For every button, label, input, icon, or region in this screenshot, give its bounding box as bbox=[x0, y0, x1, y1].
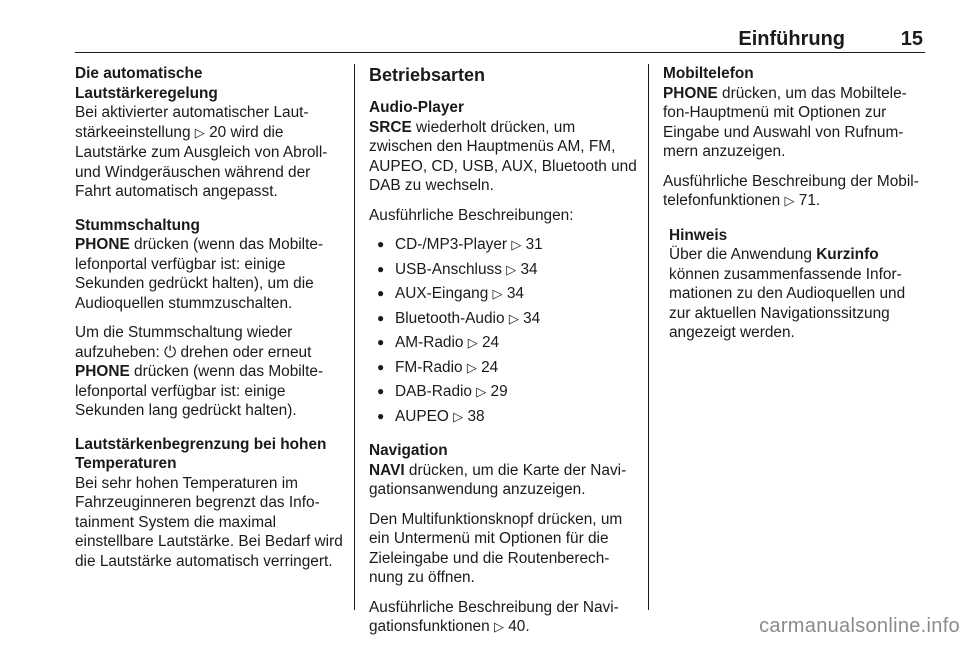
list-item bbox=[369, 407, 637, 428]
ref-arrow-icon: ▷ bbox=[493, 620, 504, 635]
auto-volume-heading: Die automatische Lautstärkeregelung bbox=[75, 65, 218, 102]
note-text-b: können zusammenfassende Infor-mationen zu den Audioquellen und zur aktuellen Navigationssitzung angezeigt werden. bbox=[669, 265, 906, 341]
page-ref-link[interactable]: 40 bbox=[508, 618, 526, 635]
navigation-text-2: Den Multifunktionsknopf drücken, um ein Untermenü mit Optionen für die Zieleingabe und die Routenberech-nung zu öffnen. bbox=[369, 510, 623, 586]
watermark: carmanualsonline.info bbox=[759, 615, 960, 637]
list-item-label: AUPEO bbox=[395, 407, 449, 425]
list-item-label: AM-Radio bbox=[395, 334, 464, 351]
column-divider-1 bbox=[354, 64, 355, 610]
ref-arrow-icon: ▷ bbox=[506, 262, 517, 278]
volume-limit-section bbox=[75, 435, 343, 572]
descriptions-intro: Ausführliche Beschreibungen: bbox=[369, 206, 574, 224]
mute-section bbox=[75, 216, 343, 421]
column-middle bbox=[369, 64, 637, 652]
page-ref-link[interactable]: 38 bbox=[467, 407, 485, 425]
navigation-section bbox=[369, 441, 637, 638]
description-list bbox=[369, 235, 637, 427]
ref-arrow-icon: ▷ bbox=[467, 336, 478, 351]
list-item-label: CD-/MP3-Player bbox=[395, 236, 508, 253]
ref-arrow-icon: ▷ bbox=[194, 125, 205, 141]
page-title: Einführung bbox=[738, 28, 845, 50]
phone-key-label: PHONE bbox=[75, 236, 130, 253]
header-divider bbox=[75, 52, 925, 53]
list-item-label: DAB-Radio bbox=[395, 383, 472, 400]
list-item bbox=[369, 309, 637, 330]
page-ref-link[interactable]: 31 bbox=[525, 236, 543, 253]
mute-heading: Stummschaltung bbox=[75, 216, 200, 234]
navigation-heading: Navigation bbox=[369, 442, 448, 459]
section-heading: Betriebsarten bbox=[369, 65, 486, 85]
page-number: 15 bbox=[900, 28, 923, 50]
note-box bbox=[669, 226, 925, 343]
audio-player-section bbox=[369, 98, 637, 427]
power-knob-icon: ⏻ bbox=[164, 343, 177, 361]
ref-arrow-icon: ▷ bbox=[476, 385, 487, 400]
audio-player-text: wiederholt drücken, um zwischen den Hauptmenüs AM, FM, AUPEO, CD, USB, AUX, Bluetooth und DAB zu wechseln. bbox=[369, 118, 637, 194]
navigation-text-3: Ausführliche Beschreibung der Navi-gationsfunktionen bbox=[369, 598, 619, 635]
auto-volume-text-a: Bei aktivierter automatischer Laut-stärkeeinstellung bbox=[75, 104, 309, 141]
list-item bbox=[369, 333, 637, 354]
ref-arrow-icon: ▷ bbox=[466, 360, 477, 376]
phone-key-label-3: PHONE bbox=[663, 84, 718, 102]
list-item-label: USB-Anschluss bbox=[395, 260, 502, 278]
kurzinfo-label: Kurzinfo bbox=[816, 246, 879, 263]
list-item bbox=[369, 284, 637, 305]
mute-text-1: drücken (wenn das Mobilte-lefonportal verfügbar ist: einige Sekunden gedrückt halten), um die Audioquellen stummzuschalten. bbox=[75, 236, 324, 312]
list-item bbox=[369, 382, 637, 403]
page-ref-link[interactable]: 24 bbox=[482, 334, 500, 351]
ref-arrow-icon: ▷ bbox=[492, 287, 503, 302]
ref-arrow-icon: ▷ bbox=[784, 194, 795, 209]
auto-volume-text-b: wird die Lautstärke zum Ausgleich von Abroll- und Windgeräuschen während der Fahrt automatisch angepasst. bbox=[75, 123, 328, 200]
column-left bbox=[75, 64, 343, 585]
column-divider-2 bbox=[648, 64, 649, 610]
volume-limit-text: Bei sehr hohen Temperaturen im Fahrzeuginneren begrenzt das Info-tainment System die maximal einstellbare Lautstärke. Bei Bedarf wird die Lautstärke automatisch verringert. bbox=[75, 474, 343, 570]
auto-volume-section bbox=[75, 64, 343, 202]
note-text-a: Über die Anwendung bbox=[669, 246, 817, 263]
volume-limit-heading: Lautstärkenbegrenzung bei hohen Temperaturen bbox=[75, 435, 327, 472]
list-item-label: FM-Radio bbox=[395, 358, 463, 376]
note-heading: Hinweis bbox=[669, 226, 728, 244]
column-right bbox=[663, 64, 925, 343]
mute-text-2b: drehen oder erneut bbox=[176, 343, 312, 361]
mute-text-2a: Um die Stummschaltung wieder aufzuheben: bbox=[75, 324, 293, 361]
page-ref-link[interactable]: 20 bbox=[209, 123, 227, 141]
navigation-text-1: drücken, um die Karte der Navi-gationsanwendung anzuzeigen. bbox=[369, 461, 627, 498]
ref-arrow-icon: ▷ bbox=[453, 409, 464, 425]
page-header bbox=[75, 28, 925, 52]
page-ref-link[interactable]: 24 bbox=[481, 358, 499, 376]
page-ref-link[interactable]: 34 bbox=[520, 260, 538, 278]
phone-text-1: drücken, um das Mobiltele-fon-Hauptmenü mit Optionen zur Eingabe und Auswahl von Rufnum-mern anzuzeigen. bbox=[663, 84, 907, 160]
page-ref-link[interactable]: 34 bbox=[506, 285, 524, 302]
ref-arrow-icon: ▷ bbox=[511, 238, 522, 253]
navi-key-label: NAVI bbox=[369, 461, 405, 479]
srce-key-label: SRCE bbox=[369, 118, 412, 136]
page-ref-link[interactable]: 29 bbox=[490, 383, 508, 400]
audio-player-heading: Audio-Player bbox=[369, 99, 464, 116]
list-item bbox=[369, 235, 637, 256]
list-item-label: Bluetooth-Audio bbox=[395, 309, 505, 327]
list-item bbox=[369, 358, 637, 379]
phone-heading: Mobiltelefon bbox=[663, 65, 754, 82]
ref-arrow-icon: ▷ bbox=[508, 311, 519, 327]
phone-key-label-2: PHONE bbox=[75, 363, 130, 380]
period: . bbox=[815, 192, 821, 209]
page-ref-link[interactable]: 71 bbox=[798, 192, 816, 209]
period: . bbox=[525, 618, 530, 635]
list-item bbox=[369, 260, 637, 281]
list-item-label: AUX-Eingang bbox=[395, 285, 489, 302]
mute-text-2c: drücken (wenn das Mobilte-lefonportal verfügbar ist: einige Sekunden lang gedrückt halten). bbox=[75, 363, 324, 419]
phone-section bbox=[663, 64, 925, 212]
page-ref-link[interactable]: 34 bbox=[523, 309, 541, 327]
phone-text-2: Ausführliche Beschreibung der Mobil-telefonfunktionen bbox=[663, 172, 919, 209]
